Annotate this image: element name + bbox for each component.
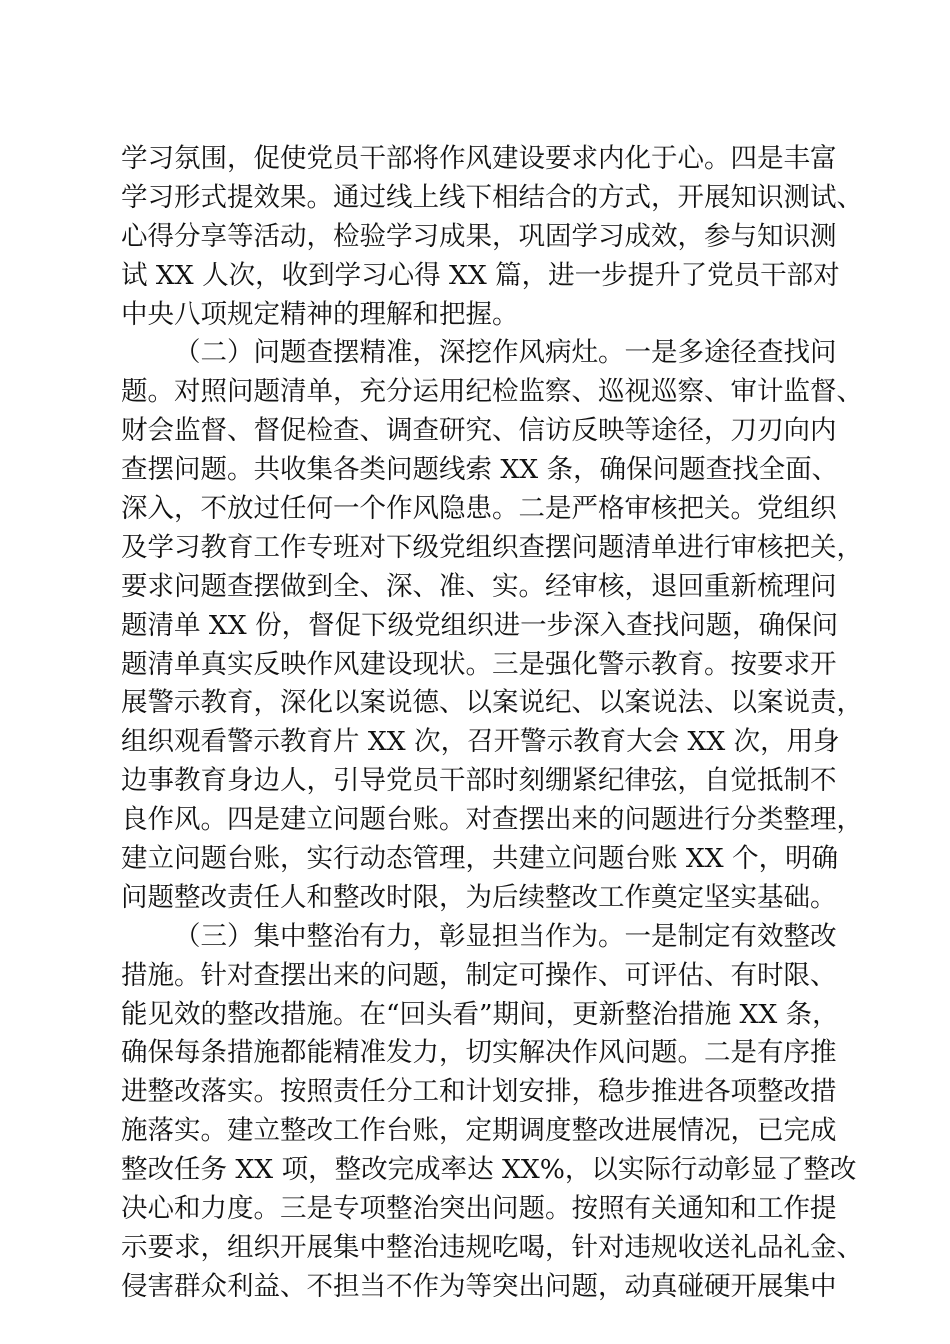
text-line: 查摆问题。共收集各类问题线索 XX 条，确保问题查找全面、 <box>121 454 839 486</box>
text-line: 建立问题台账，实行动态管理，共建立问题台账 XX 个，明确 <box>121 843 839 875</box>
text-line: 展警示教育，深化以案说德、以案说纪、以案说法、以案说责， <box>121 687 863 719</box>
text-line: 能见效的整改措施。在“回头看”期间，更新整治措施 XX 条， <box>121 998 839 1030</box>
text-line: 施落实。建立整改工作台账，定期调度整改进展情况，已完成 <box>121 1115 837 1147</box>
text-line: 学习氛围，促使党员干部将作风建设要求内化于心。四是丰富 <box>121 143 837 174</box>
text-line: 确保每条措施都能精准发力，切实解决作风问题。二是有序推 <box>121 1037 837 1069</box>
text-line: 及学习教育工作专班对下级党组织查摆问题清单进行审核把关， <box>121 531 863 563</box>
text-line: 整改任务 XX 项，整改完成率达 XX%，以实际行动彰显了整改 <box>121 1154 857 1186</box>
text-line: 进整改落实。按照责任分工和计划安排，稳步推进各项整改措 <box>121 1076 837 1108</box>
text-line: 措施。针对查摆出来的问题，制定可操作、可评估、有时限、 <box>121 959 837 991</box>
text-line: 题清单 XX 份，督促下级党组织进一步深入查找问题，确保问 <box>121 609 839 641</box>
text-line: 组织观看警示教育片 XX 次，召开警示教育大会 XX 次，用身 <box>121 726 840 758</box>
text-line: 问题整改责任人和整改时限，为后续整改工作奠定坚实基础。 <box>121 881 837 913</box>
text-line: 题清单真实反映作风建设现状。三是强化警示教育。按要求开 <box>121 648 837 680</box>
text-line: 侵害群众利益、不担当不作为等突出问题，动真碰硬开展集中 <box>121 1270 837 1302</box>
text-line: 深入，不放过任何一个作风隐患。二是严格审核把关。党组织 <box>121 493 837 525</box>
text-line: 学习形式提效果。通过线上线下相结合的方式，开展知识测试、 <box>121 181 863 213</box>
text-line: 边事教育身边人，引导党员干部时刻绷紧纪律弦，自觉抵制不 <box>121 765 837 797</box>
text-line: 试 XX 人次，收到学习心得 XX 篇，进一步提升了党员干部对 <box>121 259 840 291</box>
section-heading-line: （三）集中整治有力，彰显担当作为。一是制定有效整改 <box>174 920 837 952</box>
text-line: 题。对照问题清单，充分运用纪检监察、巡视巡察、审计监督、 <box>121 376 863 408</box>
text-line: 示要求，组织开展集中整治违规吃喝，针对违规收送礼品礼金、 <box>121 1231 863 1263</box>
section-heading-line: （二）问题查摆精准，深挖作风病灶。一是多途径查找问 <box>174 337 837 369</box>
document-body <box>121 140 863 1307</box>
text-line: 心得分享等活动，检验学习成果，巩固学习成效，参与知识测 <box>121 220 837 252</box>
text-line: 财会监督、督促检查、调查研究、信访反映等途径，刀刃向内 <box>121 415 837 447</box>
text-line: 中央八项规定精神的理解和把握。 <box>121 298 519 330</box>
text-line: 决心和力度。三是专项整治突出问题。按照有关通知和工作提 <box>121 1193 837 1225</box>
text-line: 要求问题查摆做到全、深、准、实。经审核，退回重新梳理问 <box>121 570 837 602</box>
text-line: 良作风。四是建立问题台账。对查摆出来的问题进行分类整理， <box>121 804 863 836</box>
